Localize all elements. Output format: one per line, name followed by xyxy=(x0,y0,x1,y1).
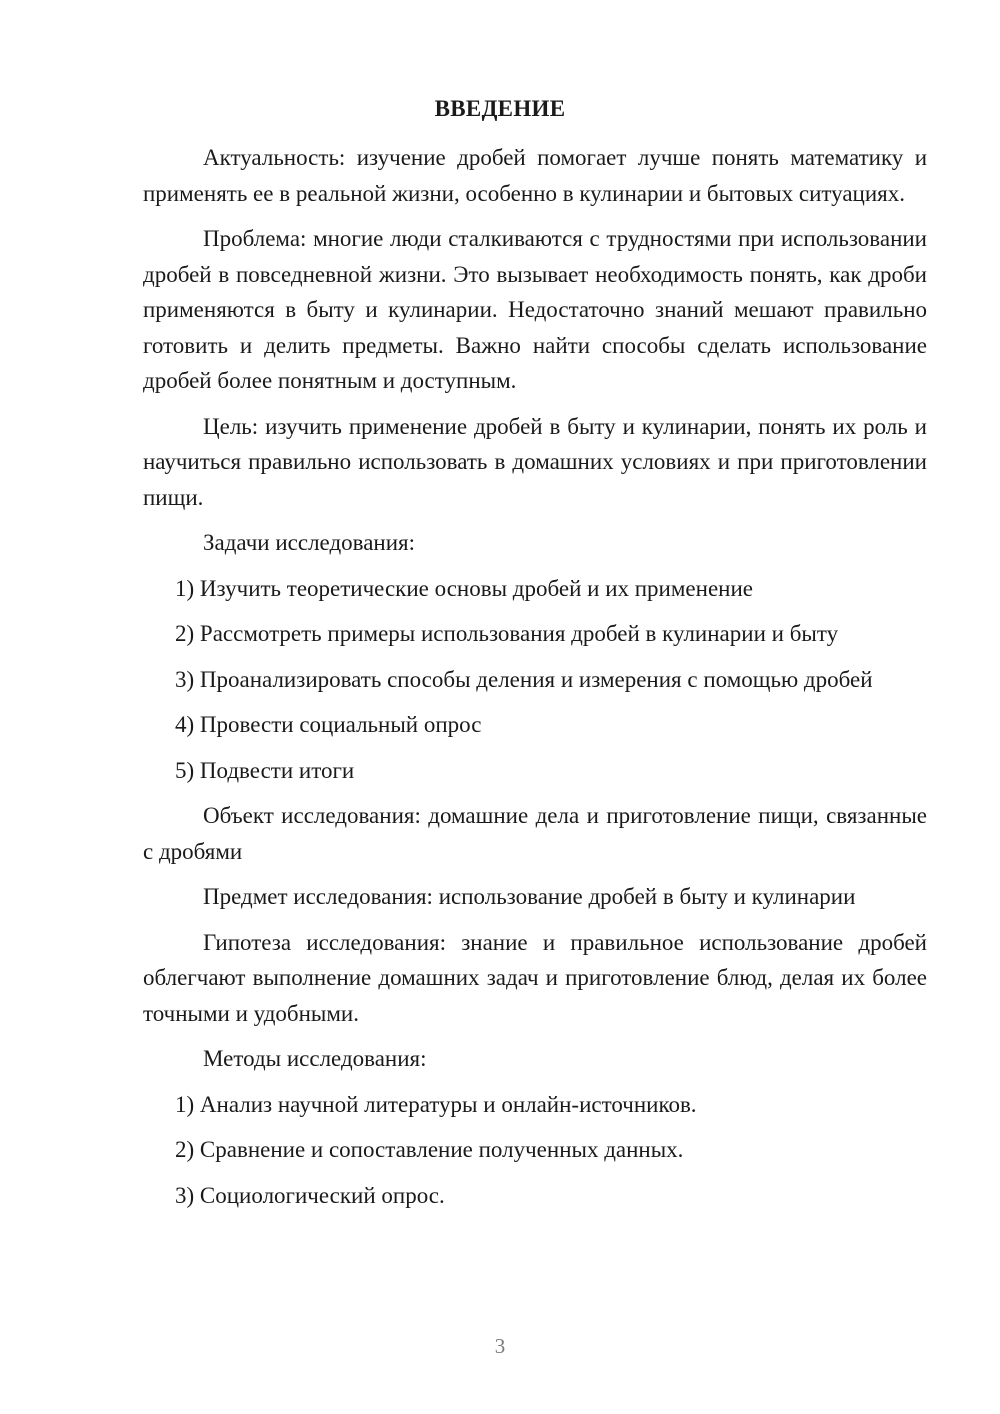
subject-paragraph: Предмет исследования: использование дробей в быту и кулинарии xyxy=(203,884,856,909)
page-title: ВВЕДЕНИЕ xyxy=(434,96,566,121)
hypothesis-paragraph: Гипотеза исследования: знание и правильное использование дробей облегчают выполнение домашних задач и приготовление блюд, делая их более точными и удобными. xyxy=(143,929,927,1026)
object-paragraph: Объект исследования: домашние дела и приготовление пищи, связанные с дробями xyxy=(143,803,927,864)
document-body xyxy=(143,140,927,1223)
task-item: 5) Подвести итоги xyxy=(175,757,355,783)
task-item: 2) Рассмотреть примеры использования дробей в кулинарии и быту xyxy=(175,621,839,646)
problem-paragraph: Проблема: многие люди сталкиваются с трудностями при использовании дробей в повседневной жизни. Это вызывает необходимость понять, как дроби применяются в быту и кулинарии. Недостаточно знаний мешают правильно готовить и делить предметы. Важно найти способы сделать использование дробей более понятным и доступным. xyxy=(143,226,927,393)
method-item: 1) Анализ научной литературы и онлайн-источников. xyxy=(175,1091,697,1117)
tasks-heading: Задачи исследования: xyxy=(203,530,416,555)
method-item: 3) Социологический опрос. xyxy=(175,1182,445,1208)
task-item: 1) Изучить теоретические основы дробей и их применение xyxy=(175,575,753,601)
task-item: 4) Провести социальный опрос xyxy=(175,712,482,737)
page-number: 3 xyxy=(494,1334,506,1358)
methods-heading: Методы исследования: xyxy=(203,1046,427,1071)
task-item: 3) Проанализировать способы деления и измерения с помощью дробей xyxy=(175,666,873,692)
method-item: 2) Сравнение и сопоставление полученных данных. xyxy=(175,1137,684,1162)
goal-paragraph: Цель: изучить применение дробей в быту и кулинарии, понять их роль и научиться правильно использовать в домашних условиях и при приготовлении пищи. xyxy=(143,413,927,510)
relevance-paragraph: Актуальность: изучение дробей помогает лучше понять математику и применять ее в реальной жизни, особенно в кулинарии и бытовых ситуациях. xyxy=(143,145,927,206)
